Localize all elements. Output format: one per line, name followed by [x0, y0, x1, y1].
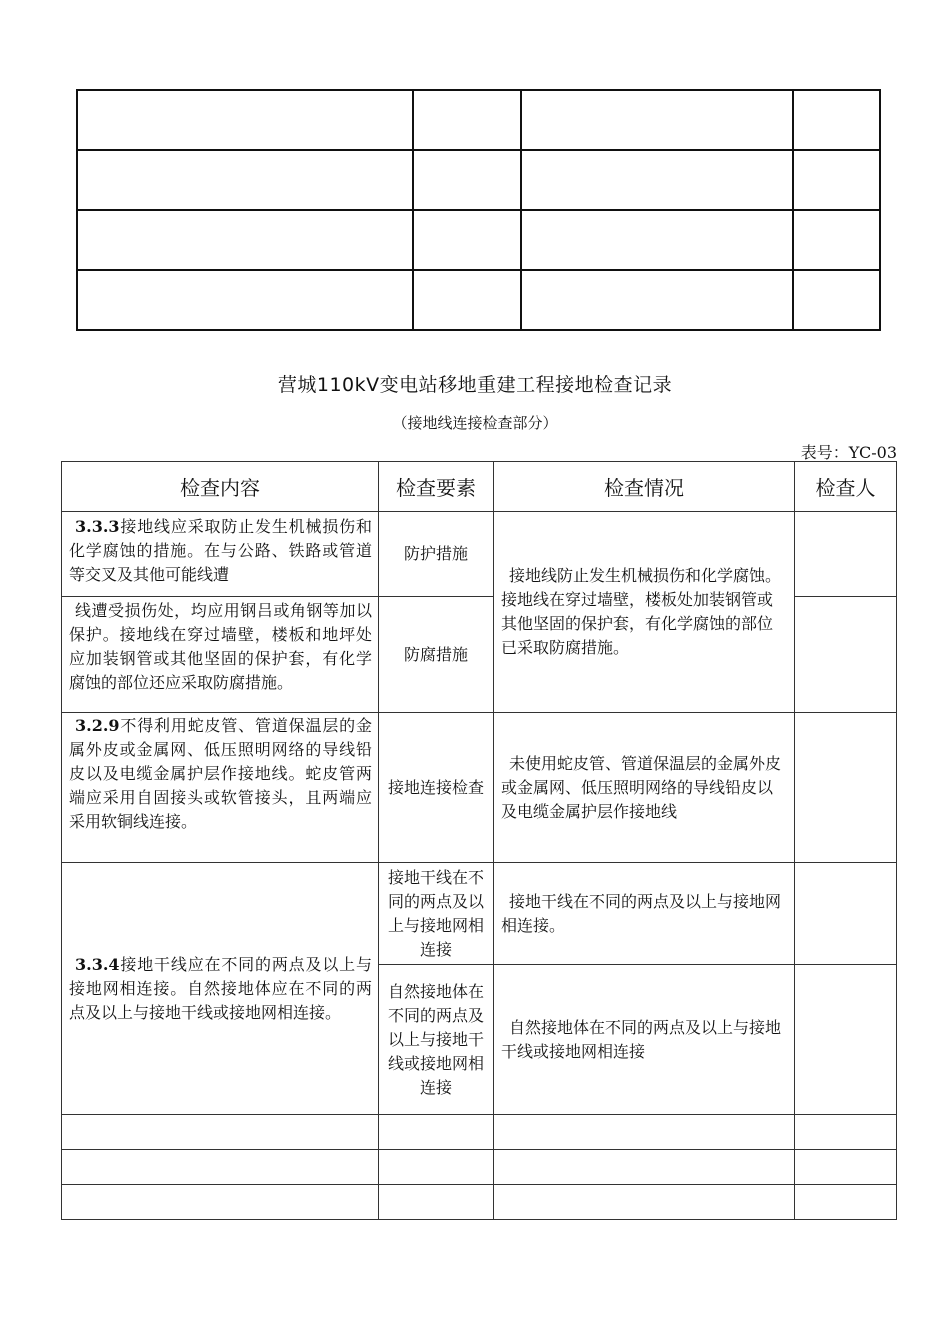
header-inspector: 检查人	[795, 462, 897, 512]
table-cell	[77, 270, 413, 330]
element-text: 接地干线在不同的两点及以上与接地网相连接	[387, 867, 484, 959]
table-cell	[793, 150, 880, 210]
table-cell	[521, 150, 793, 210]
table-cell	[77, 210, 413, 270]
table-cell	[413, 210, 521, 270]
table-cell	[795, 1185, 897, 1220]
table-cell	[494, 1150, 795, 1185]
document-subtitle: （接地线连接检查部分）	[392, 414, 558, 432]
table-row	[62, 863, 897, 965]
element-text: 防护措施	[403, 544, 468, 563]
result-cell	[494, 713, 795, 863]
table-cell	[521, 210, 793, 270]
clause-text: 不得利用蛇皮管、管道保温层的金属外皮或金属网、低压照明网络的导线铅皮以及电缆金属护层作接地线。蛇皮管两端应采用自固接头或软管接头，且两端应采用软铜线连接。	[69, 716, 372, 831]
clause-number: 3.2.9	[75, 716, 120, 735]
empty-row	[62, 1115, 897, 1150]
table-row	[77, 210, 880, 270]
table-row	[62, 713, 897, 863]
result-text: 接地线防止发生机械损伤和化学腐蚀。接地线在穿过墙壁，楼板处加装钢管或其他坚固的保护套，有化学腐蚀的部位已采取防腐措施。	[501, 566, 782, 657]
content-cell	[62, 713, 379, 863]
table-cell	[62, 1115, 379, 1150]
header-content: 检查内容	[62, 462, 379, 512]
header-situation: 检查情况	[494, 462, 795, 512]
table-row	[77, 270, 880, 330]
result-text: 接地干线在不同的两点及以上与接地网相连接。	[501, 891, 782, 935]
result-text: 自然接地体在不同的两点及以上与接地干线或接地网相连接	[501, 1017, 782, 1061]
clause-number: 3.3.4	[75, 954, 120, 974]
result-text: 未使用蛇皮管、管道保温层的金属外皮或金属网、低压照明网络的导线铅皮以及电缆金属护层作接地线	[501, 753, 782, 821]
inspector-cell	[795, 512, 897, 597]
inspector-cell	[795, 965, 897, 1115]
content-cell	[62, 863, 379, 1115]
header-element: 检查要素	[379, 462, 494, 512]
table-cell	[793, 270, 880, 330]
element-text: 防腐措施	[403, 644, 468, 664]
table-cell	[793, 210, 880, 270]
empty-row	[62, 1150, 897, 1185]
table-cell	[413, 90, 521, 150]
element-cell	[379, 863, 494, 965]
element-cell	[379, 713, 494, 863]
element-text: 接地连接检查	[387, 777, 484, 797]
element-cell	[379, 597, 494, 713]
table-cell	[494, 1115, 795, 1150]
table-cell	[413, 270, 521, 330]
table-cell	[521, 90, 793, 150]
element-text: 自然接地体在不同的两点及以上与接地干线或接地网相连接	[387, 981, 484, 1097]
table-row	[77, 150, 880, 210]
table-cell	[62, 1185, 379, 1220]
table-cell	[77, 150, 413, 210]
result-cell	[494, 965, 795, 1115]
element-cell	[379, 512, 494, 597]
inspector-cell	[795, 597, 897, 713]
content-cell	[62, 512, 379, 597]
table-cell	[379, 1150, 494, 1185]
clause-text: 接地干线应在不同的两点及以上与接地网相连接。自然接地体应在不同的两点及以上与接地干线或接地网相连接。	[69, 954, 372, 1022]
top-empty-table	[76, 89, 881, 331]
clause-text: 线遭受损伤处，均应用钢吕或角钢等加以保护。接地线在穿过墙壁，楼板和地坪处应加装钢管或其他坚固的保护套，有化学腐蚀的部位还应采取防腐措施。	[69, 601, 372, 692]
table-cell	[62, 1150, 379, 1185]
empty-row	[62, 1185, 897, 1220]
table-cell	[379, 1115, 494, 1150]
form-number: 表号：YC-03	[800, 443, 897, 462]
inspector-cell	[795, 863, 897, 965]
header-row	[62, 462, 897, 512]
inspector-cell	[795, 713, 897, 863]
table-cell	[77, 90, 413, 150]
table-cell	[793, 90, 880, 150]
content-cell	[62, 597, 379, 713]
table-row	[77, 90, 880, 150]
result-cell	[494, 512, 795, 713]
table-cell	[521, 270, 793, 330]
element-cell	[379, 965, 494, 1115]
clause-number: 3.3.3	[75, 517, 120, 536]
inspection-table	[61, 461, 897, 1220]
table-cell	[494, 1185, 795, 1220]
table-row	[62, 512, 897, 597]
document-title: 营城110kV变电站移地重建工程接地检查记录	[277, 374, 673, 396]
table-cell	[413, 150, 521, 210]
table-cell	[795, 1150, 897, 1185]
result-cell	[494, 863, 795, 965]
table-cell	[795, 1115, 897, 1150]
clause-text: 接地线应采取防止发生机械损伤和化学腐蚀的措施。在与公路、铁路或管道等交叉及其他可能线遭	[69, 517, 372, 584]
table-cell	[379, 1185, 494, 1220]
